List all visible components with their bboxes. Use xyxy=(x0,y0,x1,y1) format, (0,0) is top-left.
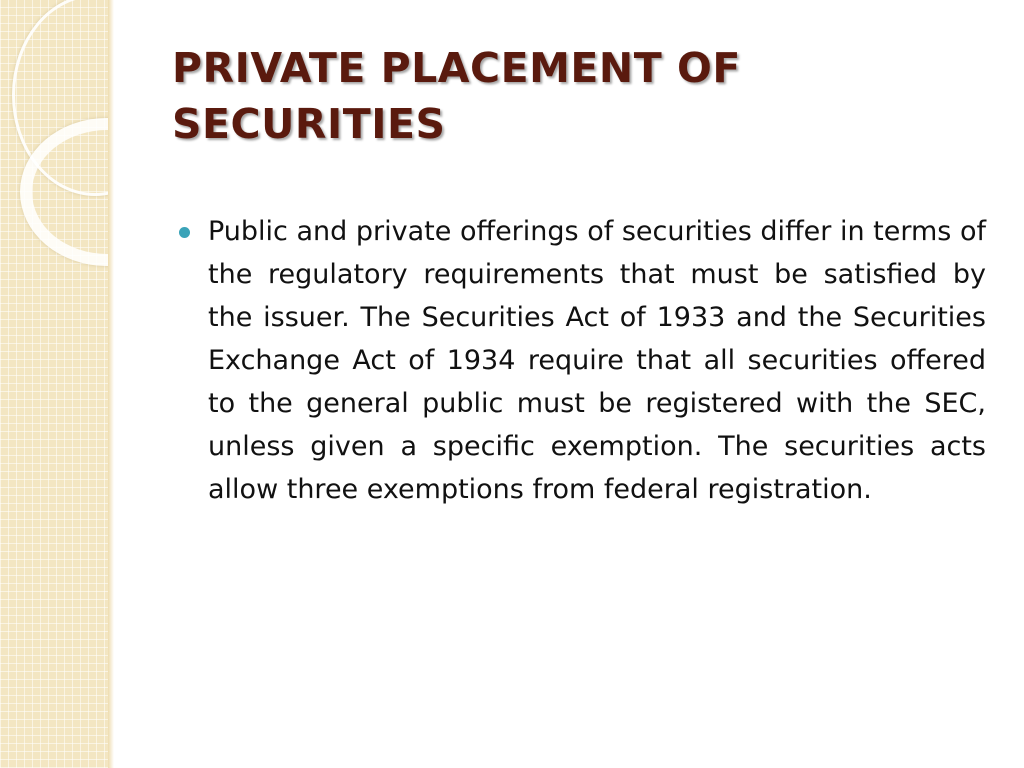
bullet-dot-icon xyxy=(179,227,190,238)
decorative-side-band xyxy=(0,0,112,768)
bullet-list xyxy=(178,210,986,511)
side-band-edge xyxy=(108,0,114,768)
bullet-text: Public and private offerings of securities differ in terms of the regulatory requirements that must be satisfied by the issuer. The Securities Act of 1933 and the Securities Exchange Act of 1934 require that all securities offered to the general public must be registered with the SEC, unless given a specific exemption. The securities acts allow three exemptions from federal registration. xyxy=(208,216,986,505)
slide-title: PRIVATE PLACEMENT OF SECURITIES xyxy=(172,44,741,148)
list-item xyxy=(178,210,986,511)
